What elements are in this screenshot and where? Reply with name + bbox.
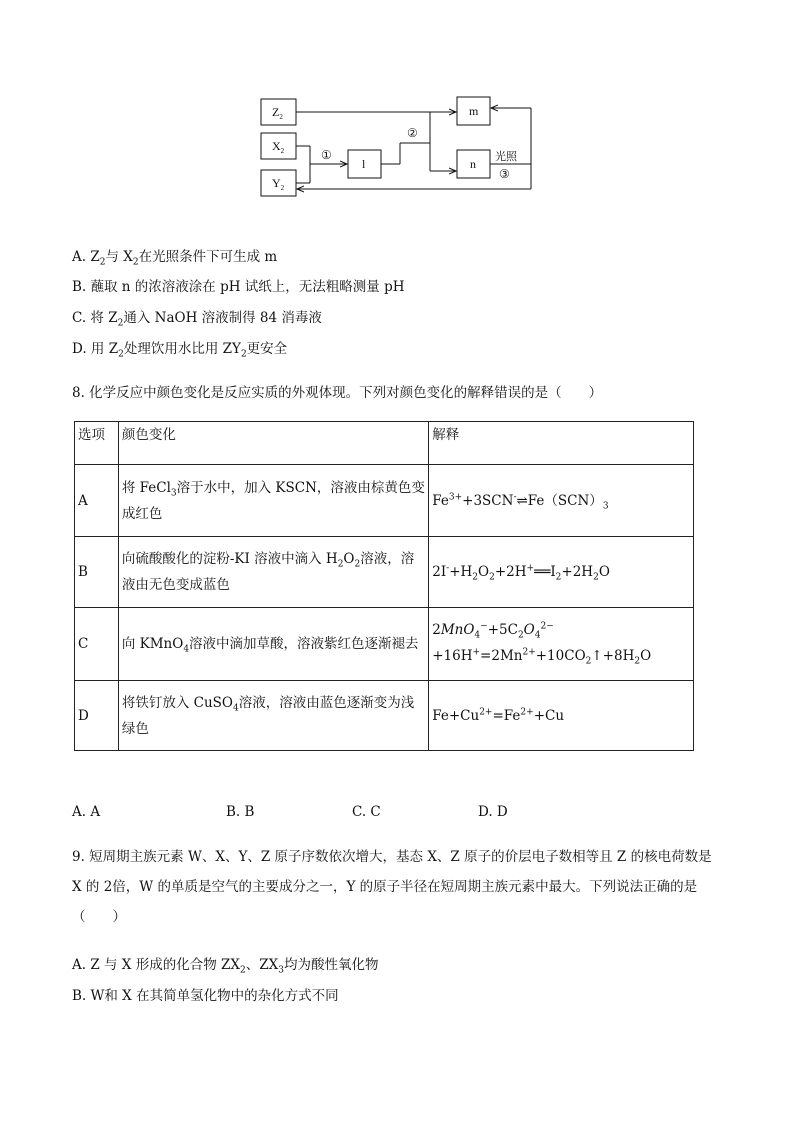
reaction-flow-diagram	[250, 92, 550, 204]
row-d-option: D	[75, 681, 119, 751]
q7-option-d[interactable]: D. 用 $Z_2$处理饮用水比用 $ZY_2$更安全	[72, 341, 288, 360]
q8-choice-d[interactable]: D. D	[478, 804, 508, 820]
label-l: l	[362, 157, 366, 171]
label-m: m	[469, 104, 479, 118]
header-explanation: 解释	[429, 422, 694, 465]
table-row	[75, 681, 694, 751]
label-z2: $Z_2$	[272, 105, 283, 121]
label-x2: $X_2$	[272, 139, 285, 155]
q7-option-b[interactable]: B. 蘸取 n 的浓溶液涂在 pH 试纸上，无法粗略测量 pH	[72, 279, 405, 295]
q9-option-b[interactable]: B. W和 X 在其简单氢化物中的杂化方式不同	[72, 988, 339, 1004]
row-d-explanation: $Fe+Cu^{2+}=Fe^{2+}+Cu$	[429, 681, 694, 751]
row-c-option: C	[75, 608, 119, 681]
q8-choice-b[interactable]: B. B	[226, 804, 255, 820]
q8-stem: 8. 化学反应中颜色变化是反应实质的外观体现。下列对颜色变化的解释错误的是（ ）	[72, 385, 603, 401]
row-b-explanation: $2I^-+H_2O_2+2H^+══I_2+2H_2O$	[429, 537, 694, 608]
q8-choices	[72, 804, 572, 824]
header-option: 选项	[75, 422, 119, 465]
label-n: n	[470, 157, 476, 171]
header-color-change: 颜色变化	[118, 422, 428, 465]
step3-label: ③	[499, 167, 510, 181]
light-label: 光照	[495, 151, 517, 163]
table-row	[75, 537, 694, 608]
table-row	[75, 608, 694, 681]
q9-stem: 9. 短周期主族元素 W、X、Y、Z 原子序数依次增大，基态 X、Z 原子的价层电子数相等且 Z 的核电荷数是 X 的 2倍，W 的单质是空气的主要成分之一，Y 的原子半径在短周期主族元素中最大。下列说法正确的是（ ）	[72, 849, 712, 925]
table-row	[75, 465, 694, 537]
row-a-option: A	[75, 465, 119, 537]
row-a-explanation: $Fe^{3+}+3SCN^-\rightleftharpoons Fe(SCN)_3$	[429, 465, 694, 537]
step2-label: ②	[407, 126, 418, 140]
row-b-option: B	[75, 537, 119, 608]
q8-choice-c[interactable]: C. C	[352, 804, 381, 820]
row-b-color-change: 向硫酸酸化的淀粉-KI 溶液中滴入 $H_2O_2$溶液，溶液由无色变成蓝色	[118, 537, 428, 608]
label-y2: $Y_2$	[272, 176, 285, 192]
row-c-explanation: $2MnO_4^-+5C_2O_4^{2-}$ $+16H^+=2Mn^{2+}+10CO_2↑+8H_2O$	[429, 608, 694, 681]
table-header-row	[75, 422, 694, 465]
flow-diagram-svg	[250, 92, 550, 204]
q8-table	[74, 421, 694, 751]
row-a-color-change: 将 FeCl$_3$溶于水中，加入 KSCN，溶液由棕黄色变成红色	[118, 465, 428, 537]
q8-choice-a[interactable]: A. A	[72, 804, 101, 820]
row-c-color-change: 向 KMnO$_4$溶液中滴加草酸，溶液紫红色逐渐褪去	[118, 608, 428, 681]
q9-option-a[interactable]: A. Z 与 X 形成的化合物 $ZX_2$、$ZX_3$均为酸性氧化物	[72, 957, 379, 976]
q7-option-a[interactable]: A. $Z_2$与 $X_2$在光照条件下可生成 m	[72, 249, 278, 268]
step1-label: ①	[321, 148, 332, 162]
row-d-color-change: 将铁钉放入 CuSO$_4$溶液，溶液由蓝色逐渐变为浅绿色	[118, 681, 428, 751]
q7-option-c[interactable]: C. 将 $Z_2$通入 NaOH 溶液制得 84 消毒液	[72, 310, 322, 329]
